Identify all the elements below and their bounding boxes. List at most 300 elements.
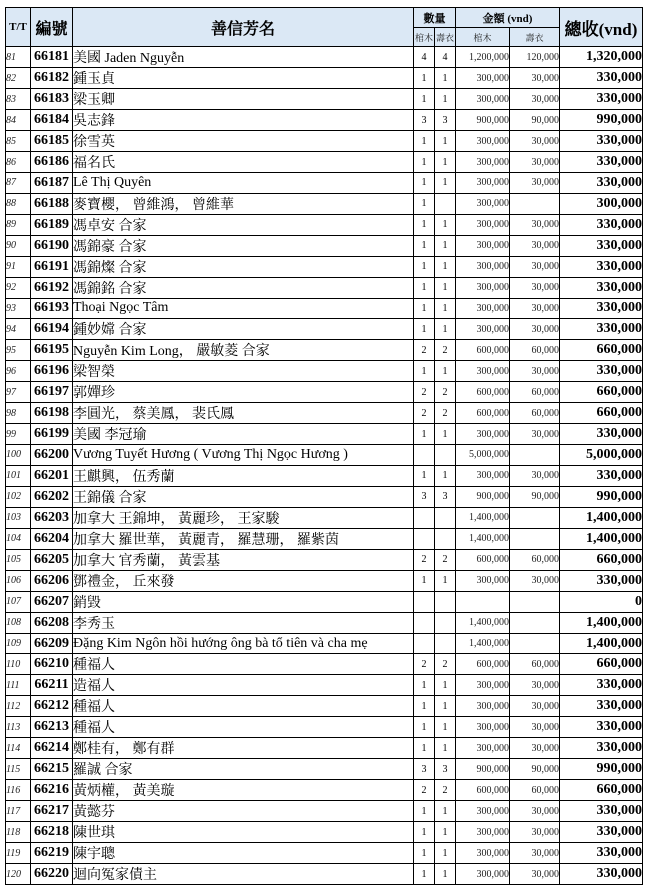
row-amt-coffin: 300,000 [456, 256, 510, 277]
row-qty-coffin [414, 633, 435, 654]
row-tt: 97 [6, 382, 31, 403]
row-donor-name: 王錦儀 合家 [73, 486, 414, 507]
row-code: 66203 [31, 507, 73, 528]
row-amt-coffin: 300,000 [456, 675, 510, 696]
row-amt-shroud: 30,000 [510, 570, 560, 591]
row-amt-coffin: 600,000 [456, 780, 510, 801]
table-row [6, 214, 643, 235]
row-qty-shroud: 1 [435, 843, 456, 864]
row-qty-shroud: 3 [435, 486, 456, 507]
header-amt-shroud: 壽衣 [510, 28, 560, 47]
row-total: 660,000 [560, 654, 643, 675]
row-amt-shroud: 30,000 [510, 696, 560, 717]
header-name: 善信芳名 [73, 8, 414, 47]
row-qty-coffin: 1 [414, 89, 435, 110]
row-amt-shroud: 30,000 [510, 68, 560, 89]
row-tt: 93 [6, 298, 31, 319]
row-total: 330,000 [560, 570, 643, 591]
row-amt-coffin: 600,000 [456, 549, 510, 570]
header-code: 編號 [31, 8, 73, 47]
header-tt: T/T [6, 8, 31, 47]
row-amt-shroud [510, 193, 560, 214]
row-code: 66197 [31, 382, 73, 403]
row-amt-shroud: 30,000 [510, 424, 560, 445]
row-total: 1,400,000 [560, 633, 643, 654]
row-donor-name: 加拿大 王錦坤， 黃麗珍， 王家駿 [73, 507, 414, 528]
row-donor-name: 梁智榮 [73, 361, 414, 382]
row-total: 300,000 [560, 193, 643, 214]
table-row [6, 89, 643, 110]
row-amt-coffin: 1,400,000 [456, 528, 510, 549]
row-tt: 87 [6, 173, 31, 194]
row-donor-name: 鍾妙嫦 合家 [73, 319, 414, 340]
row-donor-name: 羅誠 合家 [73, 759, 414, 780]
donor-ledger-table [5, 7, 643, 885]
table-row [6, 696, 643, 717]
row-donor-name: 陳宇聰 [73, 843, 414, 864]
row-tt: 115 [6, 759, 31, 780]
row-tt: 114 [6, 738, 31, 759]
row-qty-coffin: 2 [414, 403, 435, 424]
row-donor-name: 李秀玉 [73, 612, 414, 633]
row-total: 660,000 [560, 382, 643, 403]
row-amt-coffin: 600,000 [456, 382, 510, 403]
row-qty-shroud: 3 [435, 759, 456, 780]
row-tt: 100 [6, 445, 31, 466]
table-row [6, 549, 643, 570]
row-code: 66191 [31, 256, 73, 277]
row-amt-coffin: 1,200,000 [456, 47, 510, 68]
header-qty-shroud: 壽衣 [435, 28, 456, 47]
row-amt-coffin: 300,000 [456, 173, 510, 194]
row-amt-shroud: 60,000 [510, 340, 560, 361]
row-amt-shroud: 30,000 [510, 361, 560, 382]
row-qty-coffin: 1 [414, 131, 435, 152]
table-body [6, 47, 643, 885]
row-amt-shroud: 60,000 [510, 654, 560, 675]
row-qty-shroud: 2 [435, 654, 456, 675]
row-tt: 92 [6, 277, 31, 298]
row-donor-name: Đặng Kim Ngôn hồi hướng ông bà tổ tiên và cha mẹ [73, 633, 414, 654]
row-code: 66213 [31, 717, 73, 738]
row-total: 330,000 [560, 235, 643, 256]
table-row [6, 110, 643, 131]
row-amt-coffin: 300,000 [456, 131, 510, 152]
row-qty-coffin: 1 [414, 424, 435, 445]
row-tt: 106 [6, 570, 31, 591]
row-code: 66202 [31, 486, 73, 507]
row-code: 66188 [31, 193, 73, 214]
table-row [6, 717, 643, 738]
row-total: 330,000 [560, 68, 643, 89]
row-code: 66195 [31, 340, 73, 361]
row-code: 66214 [31, 738, 73, 759]
row-donor-name: Thoại Ngọc Tâm [73, 298, 414, 319]
row-qty-coffin: 1 [414, 214, 435, 235]
row-total: 1,400,000 [560, 612, 643, 633]
row-amt-coffin: 300,000 [456, 193, 510, 214]
row-qty-coffin: 1 [414, 277, 435, 298]
row-qty-coffin [414, 445, 435, 466]
row-donor-name: 馮卓安 合家 [73, 214, 414, 235]
row-amt-coffin: 300,000 [456, 843, 510, 864]
row-code: 66183 [31, 89, 73, 110]
table-row [6, 738, 643, 759]
row-amt-coffin: 300,000 [456, 738, 510, 759]
row-total: 660,000 [560, 340, 643, 361]
row-amt-shroud: 30,000 [510, 717, 560, 738]
row-total: 330,000 [560, 298, 643, 319]
row-total: 330,000 [560, 424, 643, 445]
row-qty-coffin: 3 [414, 486, 435, 507]
table-row [6, 47, 643, 68]
row-amt-shroud: 30,000 [510, 319, 560, 340]
row-qty-shroud: 1 [435, 235, 456, 256]
row-amt-coffin: 1,400,000 [456, 633, 510, 654]
row-donor-name: 黃炳權， 黃美璇 [73, 780, 414, 801]
row-amt-coffin: 900,000 [456, 110, 510, 131]
row-amt-shroud: 30,000 [510, 277, 560, 298]
row-qty-coffin: 2 [414, 340, 435, 361]
row-amt-shroud: 30,000 [510, 152, 560, 173]
row-tt: 95 [6, 340, 31, 361]
row-qty-coffin: 1 [414, 864, 435, 885]
row-tt: 85 [6, 131, 31, 152]
row-qty-shroud: 1 [435, 89, 456, 110]
table-row [6, 68, 643, 89]
row-tt: 98 [6, 403, 31, 424]
row-amt-coffin: 1,400,000 [456, 507, 510, 528]
row-tt: 105 [6, 549, 31, 570]
row-qty-shroud: 1 [435, 319, 456, 340]
row-donor-name: 馮錦豪 合家 [73, 235, 414, 256]
row-donor-name: 種福人 [73, 696, 414, 717]
row-qty-coffin: 1 [414, 256, 435, 277]
row-amt-coffin: 5,000,000 [456, 445, 510, 466]
row-donor-name: 福名氏 [73, 152, 414, 173]
table-row [6, 424, 643, 445]
row-amt-shroud: 30,000 [510, 843, 560, 864]
row-total: 330,000 [560, 173, 643, 194]
row-amt-shroud: 30,000 [510, 675, 560, 696]
table-row [6, 193, 643, 214]
row-tt: 112 [6, 696, 31, 717]
row-tt: 89 [6, 214, 31, 235]
row-qty-coffin: 3 [414, 759, 435, 780]
row-amt-coffin: 300,000 [456, 696, 510, 717]
row-total: 330,000 [560, 277, 643, 298]
row-donor-name: 種福人 [73, 717, 414, 738]
row-qty-shroud: 2 [435, 780, 456, 801]
row-qty-shroud: 1 [435, 152, 456, 173]
row-amt-shroud [510, 445, 560, 466]
row-code: 66219 [31, 843, 73, 864]
row-amt-coffin [456, 591, 510, 612]
row-qty-shroud: 2 [435, 403, 456, 424]
row-qty-shroud: 1 [435, 801, 456, 822]
row-qty-coffin: 1 [414, 465, 435, 486]
row-total: 330,000 [560, 152, 643, 173]
row-amt-shroud: 90,000 [510, 759, 560, 780]
row-amt-shroud: 30,000 [510, 465, 560, 486]
row-qty-coffin: 1 [414, 822, 435, 843]
row-total: 330,000 [560, 89, 643, 110]
row-qty-shroud: 1 [435, 131, 456, 152]
row-total: 330,000 [560, 717, 643, 738]
row-code: 66208 [31, 612, 73, 633]
row-code: 66198 [31, 403, 73, 424]
row-qty-shroud: 1 [435, 424, 456, 445]
row-total: 330,000 [560, 319, 643, 340]
row-qty-shroud [435, 591, 456, 612]
row-amt-shroud [510, 507, 560, 528]
row-code: 66210 [31, 654, 73, 675]
row-amt-shroud: 30,000 [510, 256, 560, 277]
row-amt-coffin: 600,000 [456, 654, 510, 675]
row-tt: 116 [6, 780, 31, 801]
table-row [6, 131, 643, 152]
table-row [6, 675, 643, 696]
table-row [6, 843, 643, 864]
row-total: 330,000 [560, 131, 643, 152]
row-tt: 109 [6, 633, 31, 654]
row-donor-name: Vương Tuyết Hương ( Vương Thị Ngọc Hương ) [73, 445, 414, 466]
row-qty-shroud: 4 [435, 47, 456, 68]
row-amt-coffin: 900,000 [456, 486, 510, 507]
table-row [6, 277, 643, 298]
row-donor-name: 銷毀 [73, 591, 414, 612]
row-tt: 83 [6, 89, 31, 110]
row-qty-shroud: 1 [435, 277, 456, 298]
table-row [6, 382, 643, 403]
row-qty-coffin: 4 [414, 47, 435, 68]
header-qty-coffin: 棺木 [414, 28, 435, 47]
table-row [6, 864, 643, 885]
row-amt-coffin: 300,000 [456, 298, 510, 319]
row-qty-coffin: 1 [414, 173, 435, 194]
table-row [6, 654, 643, 675]
row-qty-coffin: 2 [414, 382, 435, 403]
row-tt: 111 [6, 675, 31, 696]
row-amt-shroud: 60,000 [510, 403, 560, 424]
header-quantity-group: 數量 [414, 8, 456, 28]
row-code: 66215 [31, 759, 73, 780]
row-amt-coffin: 600,000 [456, 340, 510, 361]
row-qty-shroud [435, 445, 456, 466]
row-qty-coffin: 1 [414, 298, 435, 319]
table-row [6, 591, 643, 612]
row-amt-shroud: 90,000 [510, 486, 560, 507]
row-total: 5,000,000 [560, 445, 643, 466]
table-row [6, 319, 643, 340]
row-qty-shroud [435, 528, 456, 549]
row-amt-shroud [510, 633, 560, 654]
row-qty-coffin: 1 [414, 152, 435, 173]
row-amt-coffin: 300,000 [456, 214, 510, 235]
header-total: 總收(vnd) [560, 8, 643, 47]
row-code: 66207 [31, 591, 73, 612]
row-qty-shroud: 1 [435, 738, 456, 759]
row-tt: 99 [6, 424, 31, 445]
row-amt-shroud: 30,000 [510, 298, 560, 319]
row-code: 66220 [31, 864, 73, 885]
row-donor-name: 造福人 [73, 675, 414, 696]
row-code: 66217 [31, 801, 73, 822]
row-total: 660,000 [560, 780, 643, 801]
row-amt-shroud: 60,000 [510, 780, 560, 801]
row-total: 330,000 [560, 675, 643, 696]
row-tt: 113 [6, 717, 31, 738]
header-amount-group: 金額 (vnd) [456, 8, 560, 28]
table-header [6, 8, 643, 47]
table-row [6, 612, 643, 633]
row-total: 990,000 [560, 110, 643, 131]
table-row [6, 780, 643, 801]
row-tt: 88 [6, 193, 31, 214]
row-qty-shroud [435, 193, 456, 214]
row-qty-shroud: 3 [435, 110, 456, 131]
row-donor-name: 徐雪英 [73, 131, 414, 152]
row-qty-coffin [414, 507, 435, 528]
row-qty-coffin: 2 [414, 549, 435, 570]
row-qty-coffin: 1 [414, 801, 435, 822]
row-tt: 117 [6, 801, 31, 822]
row-amt-shroud: 30,000 [510, 801, 560, 822]
row-donor-name: 麥寶櫻， 曾維鴻， 曾維華 [73, 193, 414, 214]
row-qty-shroud: 1 [435, 675, 456, 696]
row-tt: 120 [6, 864, 31, 885]
row-donor-name: 王麒興， 伍秀蘭 [73, 465, 414, 486]
row-amt-coffin: 300,000 [456, 822, 510, 843]
row-qty-shroud [435, 507, 456, 528]
row-donor-name: 李圓光， 蔡美鳳， 裴氏鳳 [73, 403, 414, 424]
row-total: 660,000 [560, 403, 643, 424]
header-amt-coffin: 棺木 [456, 28, 510, 47]
row-qty-shroud: 1 [435, 68, 456, 89]
row-amt-coffin: 1,400,000 [456, 612, 510, 633]
row-qty-coffin: 2 [414, 780, 435, 801]
row-donor-name: 加拿大 羅世華， 黃麗青， 羅慧珊， 羅紫茵 [73, 528, 414, 549]
row-donor-name: 迴向冤家債主 [73, 864, 414, 885]
row-qty-shroud: 2 [435, 340, 456, 361]
table-row [6, 361, 643, 382]
row-amt-coffin: 300,000 [456, 235, 510, 256]
row-total: 330,000 [560, 256, 643, 277]
row-code: 66185 [31, 131, 73, 152]
row-code: 66201 [31, 465, 73, 486]
row-tt: 104 [6, 528, 31, 549]
row-tt: 81 [6, 47, 31, 68]
row-qty-coffin: 1 [414, 235, 435, 256]
row-code: 66189 [31, 214, 73, 235]
row-code: 66199 [31, 424, 73, 445]
row-qty-shroud: 1 [435, 256, 456, 277]
row-amt-coffin: 300,000 [456, 89, 510, 110]
row-tt: 86 [6, 152, 31, 173]
row-code: 66194 [31, 319, 73, 340]
row-amt-shroud: 120,000 [510, 47, 560, 68]
row-amt-shroud: 30,000 [510, 864, 560, 885]
row-code: 66204 [31, 528, 73, 549]
row-donor-name: 種福人 [73, 654, 414, 675]
row-amt-coffin: 300,000 [456, 570, 510, 591]
row-donor-name: 吳志鋒 [73, 110, 414, 131]
table-row [6, 822, 643, 843]
row-qty-coffin: 2 [414, 654, 435, 675]
row-amt-shroud: 30,000 [510, 738, 560, 759]
row-total: 990,000 [560, 486, 643, 507]
table-row [6, 152, 643, 173]
row-amt-shroud: 60,000 [510, 382, 560, 403]
row-total: 330,000 [560, 214, 643, 235]
row-amt-coffin: 300,000 [456, 361, 510, 382]
row-total: 0 [560, 591, 643, 612]
row-code: 66193 [31, 298, 73, 319]
row-qty-shroud: 1 [435, 696, 456, 717]
row-qty-coffin: 3 [414, 110, 435, 131]
row-donor-name: 美國 李冠瑜 [73, 424, 414, 445]
row-donor-name: 鄧禮金， 丘來發 [73, 570, 414, 591]
table-row [6, 173, 643, 194]
table-row [6, 633, 643, 654]
row-amt-coffin: 300,000 [456, 152, 510, 173]
row-qty-shroud: 1 [435, 465, 456, 486]
row-donor-name: 美國 Jaden Nguyễn [73, 47, 414, 68]
row-qty-coffin: 1 [414, 717, 435, 738]
table-row [6, 403, 643, 424]
row-amt-shroud [510, 528, 560, 549]
row-tt: 102 [6, 486, 31, 507]
row-code: 66212 [31, 696, 73, 717]
row-total: 330,000 [560, 696, 643, 717]
row-tt: 103 [6, 507, 31, 528]
row-donor-name: 黃懿芬 [73, 801, 414, 822]
row-amt-coffin: 300,000 [456, 801, 510, 822]
row-qty-coffin: 1 [414, 570, 435, 591]
row-donor-name: Nguyễn Kim Long， 嚴敏菱 合家 [73, 340, 414, 361]
table-row [6, 528, 643, 549]
row-code: 66206 [31, 570, 73, 591]
row-qty-shroud: 1 [435, 214, 456, 235]
row-qty-shroud: 1 [435, 822, 456, 843]
row-amt-coffin: 300,000 [456, 717, 510, 738]
row-qty-coffin [414, 612, 435, 633]
row-qty-shroud: 2 [435, 382, 456, 403]
row-tt: 108 [6, 612, 31, 633]
row-code: 66192 [31, 277, 73, 298]
row-total: 330,000 [560, 801, 643, 822]
row-total: 330,000 [560, 738, 643, 759]
row-total: 1,320,000 [560, 47, 643, 68]
row-total: 330,000 [560, 864, 643, 885]
table-row [6, 340, 643, 361]
row-tt: 119 [6, 843, 31, 864]
row-qty-coffin: 1 [414, 319, 435, 340]
row-qty-shroud [435, 633, 456, 654]
row-amt-coffin: 300,000 [456, 277, 510, 298]
row-qty-shroud [435, 612, 456, 633]
row-qty-coffin: 1 [414, 675, 435, 696]
row-code: 66187 [31, 173, 73, 194]
table-row [6, 235, 643, 256]
row-total: 1,400,000 [560, 528, 643, 549]
row-amt-coffin: 600,000 [456, 403, 510, 424]
row-amt-coffin: 300,000 [456, 864, 510, 885]
table-row [6, 298, 643, 319]
row-total: 330,000 [560, 843, 643, 864]
row-tt: 118 [6, 822, 31, 843]
row-qty-coffin: 1 [414, 361, 435, 382]
